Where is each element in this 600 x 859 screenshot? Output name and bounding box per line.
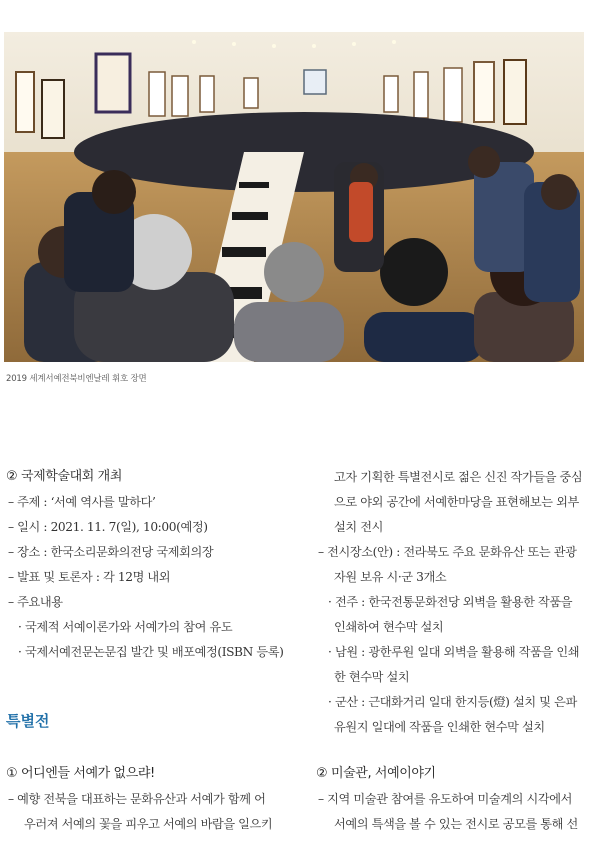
photo-caption: 2019 세계서예전북비엔날레 휘호 장면 (6, 374, 147, 384)
list-item: – 주제 : ‘서예 역사를 말하다’ (8, 495, 156, 509)
body-line: 인쇄하여 현수막 설치 (334, 620, 444, 634)
body-line: 으로 야외 공간에 서예한마당을 표현해보는 외부 (334, 495, 579, 509)
special2-heading: ② 미술관, 서예이야기 (316, 766, 436, 781)
body-line: 자원 보유 시·군 3개소 (334, 570, 447, 584)
body-line: 유원지 일대에 작품을 인쇄한 현수막 설치 (334, 720, 545, 734)
body-line: 설치 전시 (334, 520, 383, 534)
special1-heading: ① 어디엔들 서예가 없으랴! (6, 766, 155, 781)
body-line: 한 현수막 설치 (334, 670, 410, 684)
list-item: – 장소 : 한국소리문화의전당 국제회의장 (8, 545, 214, 559)
calligraphy-event-photo (4, 32, 584, 362)
sub-list-item: · 남원 : 광한루원 일대 외벽을 활용해 작품을 인쇄 (328, 645, 580, 659)
list-item: – 전시장소(안) : 전라북도 주요 문화유산 또는 관광 (318, 545, 577, 559)
sub-list-item: · 군산 : 근대화거리 일대 한지등(燈) 설치 및 은파 (328, 695, 577, 709)
list-item: – 주요내용 (8, 595, 63, 609)
list-item: – 발표 및 토론자 : 각 12명 내외 (8, 570, 171, 584)
list-item: – 일시 : 2021. 11. 7(일), 10:00(예정) (8, 520, 208, 534)
body-line: 서예의 특색을 볼 수 있는 전시로 공모를 통해 선 (334, 817, 578, 831)
sub-list-item: · 국제적 서예이론가와 서예가의 참여 유도 (18, 620, 233, 634)
body-line: 우러져 서예의 꽃을 피우고 서예의 바람을 일으키 (24, 817, 273, 831)
section2-heading: ② 국제학술대회 개최 (6, 469, 122, 484)
sub-list-item: · 전주 : 한국전통문화전당 외벽을 활용한 작품을 (328, 595, 573, 609)
body-line: 고자 기획한 특별전시로 젊은 신진 작가들을 중심 (334, 470, 583, 484)
body-line: – 지역 미술관 참여를 유도하여 미술계의 시각에서 (318, 792, 573, 806)
sub-list-item: · 국제서예전문논문집 발간 및 배포예정(ISBN 등록) (18, 645, 284, 659)
body-line: – 예향 전북을 대표하는 문화유산과 서예가 함께 어 (8, 792, 266, 806)
special-exhibition-title: 특별전 (6, 712, 50, 730)
